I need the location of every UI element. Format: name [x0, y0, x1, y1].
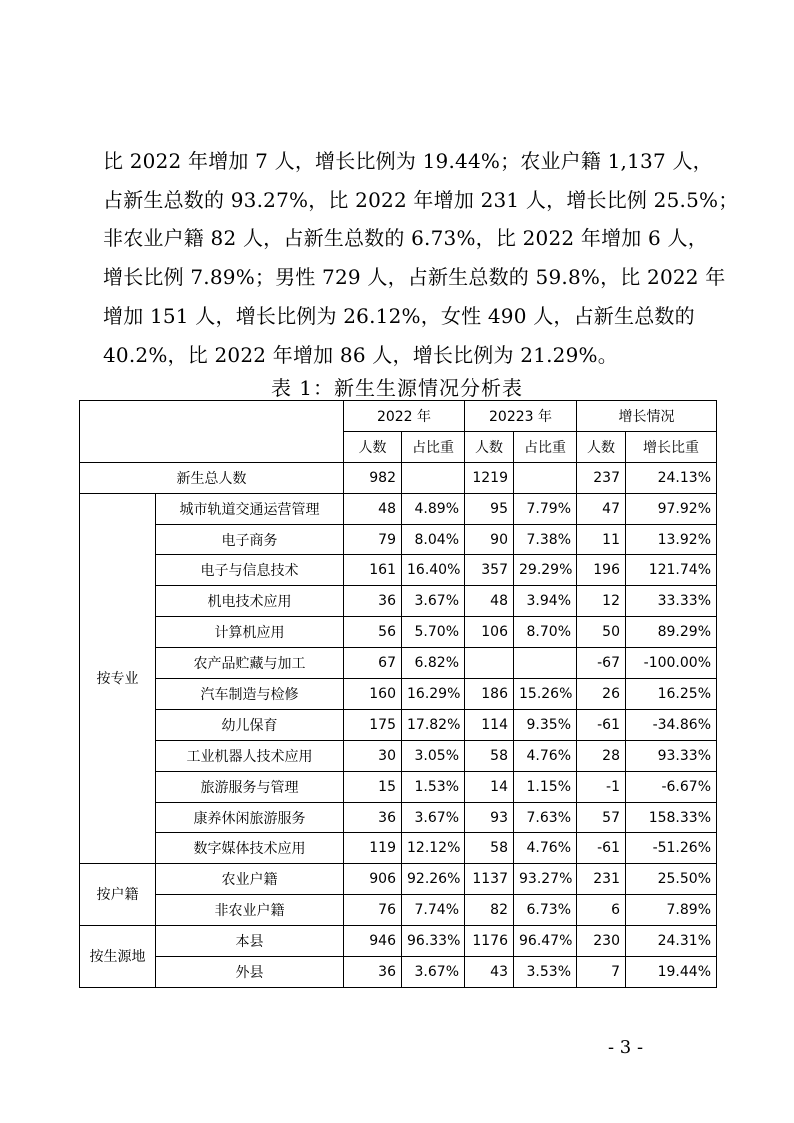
table-row: [80, 586, 717, 617]
row-label: 农业户籍: [156, 864, 344, 895]
data-cell: 56: [344, 617, 402, 648]
data-cell: 3.05%: [402, 740, 465, 771]
data-cell: 33.33%: [626, 586, 717, 617]
header-group: 2022 年: [344, 401, 465, 432]
data-cell: 96.47%: [514, 926, 577, 957]
data-cell: 7: [577, 957, 626, 988]
data-cell: [514, 648, 577, 679]
data-cell: 47: [577, 493, 626, 524]
data-cell: 1.15%: [514, 771, 577, 802]
data-cell: 26: [577, 679, 626, 710]
data-cell: 106: [465, 617, 514, 648]
table-row: [80, 833, 717, 864]
data-cell: 13.92%: [626, 524, 717, 555]
data-cell: 906: [344, 864, 402, 895]
data-cell: 6.82%: [402, 648, 465, 679]
data-cell: 76: [344, 895, 402, 926]
data-cell: 3.53%: [514, 957, 577, 988]
data-cell: 7.38%: [514, 524, 577, 555]
data-cell: 4.89%: [402, 493, 465, 524]
paragraph-line: 增长比例 7.89%；男性 729 人，占新生总数的 59.8%，比 2022 年: [103, 265, 726, 290]
row-label: 机电技术应用: [156, 586, 344, 617]
data-cell: 3.94%: [514, 586, 577, 617]
data-cell: [465, 648, 514, 679]
header-group: 增长情况: [577, 401, 717, 432]
row-label: 旅游服务与管理: [156, 771, 344, 802]
data-cell: 3.67%: [402, 802, 465, 833]
data-cell: 43: [465, 957, 514, 988]
data-cell: 14: [465, 771, 514, 802]
table-row: [80, 957, 717, 988]
data-cell: 93: [465, 802, 514, 833]
paragraph-line: 增加 151 人，增长比例为 26.12%，女性 490 人，占新生总数的: [103, 303, 695, 328]
data-cell: 121.74%: [626, 555, 717, 586]
data-cell: 50: [577, 617, 626, 648]
data-cell: 30: [344, 740, 402, 771]
data-cell: 92.26%: [402, 864, 465, 895]
header-sub: 人数: [344, 431, 402, 462]
page-number: - 3 -: [608, 1037, 644, 1058]
row-label: 计算机应用: [156, 617, 344, 648]
data-cell: 982: [344, 462, 402, 493]
row-label: 城市轨道交通运营管理: [156, 493, 344, 524]
data-cell: 175: [344, 709, 402, 740]
table-row: [80, 648, 717, 679]
header-sub: 占比重: [514, 431, 577, 462]
data-cell: 29.29%: [514, 555, 577, 586]
data-cell: 1176: [465, 926, 514, 957]
row-label: 数字媒体技术应用: [156, 833, 344, 864]
row-label: 康养休闲旅游服务: [156, 802, 344, 833]
data-cell: 12.12%: [402, 833, 465, 864]
paragraph-line: 占新生总数的 93.27%，比 2022 年增加 231 人，增长比例 25.5%；: [103, 187, 739, 212]
data-cell: 5.70%: [402, 617, 465, 648]
row-label: 外县: [156, 957, 344, 988]
data-cell: 357: [465, 555, 514, 586]
data-cell: 24.13%: [626, 462, 717, 493]
table-row: [80, 771, 717, 802]
header-group: 20223 年: [465, 401, 577, 432]
data-cell: -67: [577, 648, 626, 679]
data-cell: 230: [577, 926, 626, 957]
table-row: [80, 617, 717, 648]
data-cell: 11: [577, 524, 626, 555]
table-row: [80, 555, 717, 586]
header-sub: 增长比重: [626, 431, 717, 462]
group-label: 按户籍: [80, 864, 156, 926]
data-cell: 1137: [465, 864, 514, 895]
header-corner: [80, 401, 344, 463]
data-cell: 186: [465, 679, 514, 710]
table-row: [80, 709, 717, 740]
data-cell: 9.35%: [514, 709, 577, 740]
data-cell: 16.29%: [402, 679, 465, 710]
data-cell: 158.33%: [626, 802, 717, 833]
table-row: [80, 493, 717, 524]
data-cell: 93.33%: [626, 740, 717, 771]
data-cell: -61: [577, 833, 626, 864]
data-cell: 36: [344, 957, 402, 988]
header-sub: 人数: [465, 431, 514, 462]
data-cell: 90: [465, 524, 514, 555]
row-label: 非农业户籍: [156, 895, 344, 926]
data-cell: [402, 462, 465, 493]
data-cell: 7.89%: [626, 895, 717, 926]
data-cell: 48: [465, 586, 514, 617]
data-cell: 12: [577, 586, 626, 617]
row-label: 电子商务: [156, 524, 344, 555]
data-cell: 7.79%: [514, 493, 577, 524]
data-cell: 6: [577, 895, 626, 926]
data-cell: 16.40%: [402, 555, 465, 586]
data-cell: 3.67%: [402, 957, 465, 988]
data-cell: 48: [344, 493, 402, 524]
data-cell: 160: [344, 679, 402, 710]
data-cell: 114: [465, 709, 514, 740]
data-cell: 28: [577, 740, 626, 771]
data-cell: -1: [577, 771, 626, 802]
table-row: [80, 524, 717, 555]
data-cell: 15.26%: [514, 679, 577, 710]
data-cell: 17.82%: [402, 709, 465, 740]
data-cell: 1.53%: [402, 771, 465, 802]
data-cell: 67: [344, 648, 402, 679]
data-cell: 7.74%: [402, 895, 465, 926]
paragraph-line: 比 2022 年增加 7 人，增长比例为 19.44%；农业户籍 1,137 人，: [103, 149, 713, 173]
data-cell: -51.26%: [626, 833, 717, 864]
table-row: [80, 740, 717, 771]
row-label: 汽车制造与检修: [156, 679, 344, 710]
paragraph-line: 40.2%，比 2022 年增加 86 人，增长比例为 21.29%。: [103, 342, 618, 367]
data-cell: -61: [577, 709, 626, 740]
table-row: [80, 926, 717, 957]
data-cell: -100.00%: [626, 648, 717, 679]
data-cell: 36: [344, 586, 402, 617]
group-label: 按专业: [80, 493, 156, 864]
body-paragraph: [103, 142, 739, 374]
data-cell: 58: [465, 833, 514, 864]
data-cell: 19.44%: [626, 957, 717, 988]
data-cell: 95: [465, 493, 514, 524]
data-cell: 15: [344, 771, 402, 802]
row-label: 电子与信息技术: [156, 555, 344, 586]
table-row: [80, 462, 717, 493]
header-sub: 人数: [577, 431, 626, 462]
paragraph-line: 非农业户籍 82 人，占新生总数的 6.73%，比 2022 年增加 6 人，: [103, 226, 708, 251]
data-cell: 89.29%: [626, 617, 717, 648]
data-cell: 97.92%: [626, 493, 717, 524]
data-cell: 25.50%: [626, 864, 717, 895]
data-cell: 16.25%: [626, 679, 717, 710]
table-row: [80, 679, 717, 710]
table-caption: 表 1：新生生源情况分析表: [270, 376, 524, 400]
data-cell: 82: [465, 895, 514, 926]
enrollment-table: [79, 400, 717, 988]
row-label: 幼儿保育: [156, 709, 344, 740]
data-cell: 8.70%: [514, 617, 577, 648]
data-cell: 3.67%: [402, 586, 465, 617]
data-cell: 4.76%: [514, 740, 577, 771]
data-cell: 946: [344, 926, 402, 957]
data-cell: 196: [577, 555, 626, 586]
table-row: [80, 864, 717, 895]
row-label: 农产品贮藏与加工: [156, 648, 344, 679]
row-label: 工业机器人技术应用: [156, 740, 344, 771]
row-label: 本县: [156, 926, 344, 957]
data-cell: 6.73%: [514, 895, 577, 926]
data-cell: 79: [344, 524, 402, 555]
data-cell: 8.04%: [402, 524, 465, 555]
data-cell: 1219: [465, 462, 514, 493]
table-row: [80, 895, 717, 926]
row-label: 新生总人数: [80, 462, 344, 493]
data-cell: 58: [465, 740, 514, 771]
data-cell: 24.31%: [626, 926, 717, 957]
data-cell: 231: [577, 864, 626, 895]
data-cell: -6.67%: [626, 771, 717, 802]
data-cell: 119: [344, 833, 402, 864]
data-cell: 93.27%: [514, 864, 577, 895]
data-cell: 237: [577, 462, 626, 493]
table-row: [80, 802, 717, 833]
header-row: [80, 401, 717, 432]
data-cell: 7.63%: [514, 802, 577, 833]
data-cell: 96.33%: [402, 926, 465, 957]
data-cell: 36: [344, 802, 402, 833]
data-cell: 57: [577, 802, 626, 833]
data-cell: 4.76%: [514, 833, 577, 864]
data-cell: -34.86%: [626, 709, 717, 740]
data-cell: [514, 462, 577, 493]
group-label: 按生源地: [80, 926, 156, 988]
header-sub: 占比重: [402, 431, 465, 462]
data-cell: 161: [344, 555, 402, 586]
